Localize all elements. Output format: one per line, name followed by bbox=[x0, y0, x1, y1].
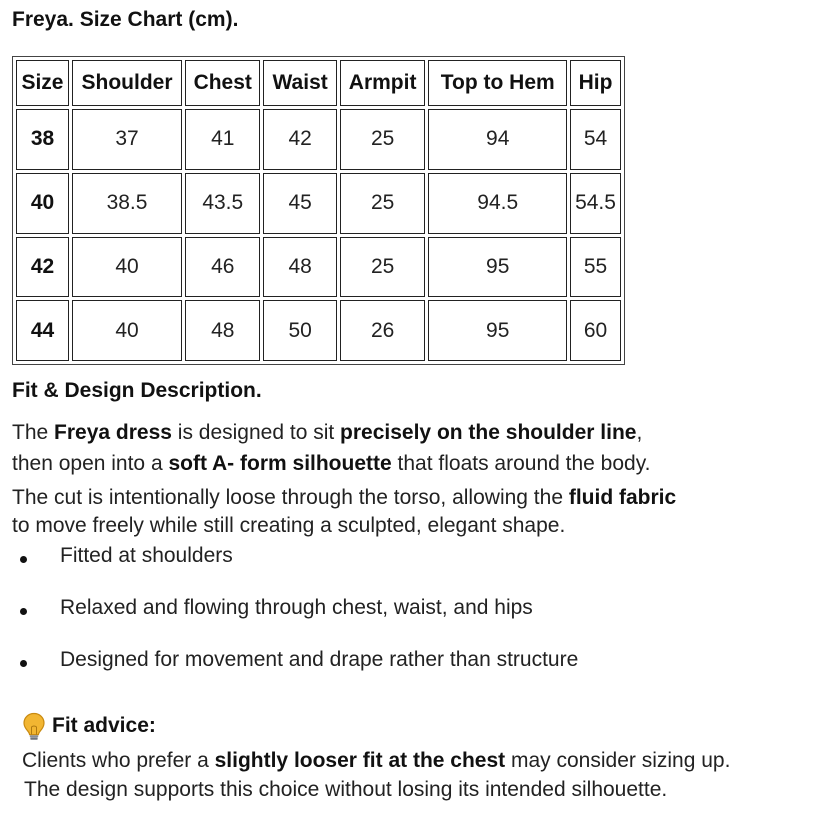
table-row bbox=[16, 237, 621, 298]
cell-shoulder: 40 bbox=[72, 300, 182, 361]
cell-waist: 45 bbox=[263, 173, 336, 234]
text-run: then open into a bbox=[12, 452, 169, 475]
text-run-bold: soft A- form silhouette bbox=[168, 452, 392, 475]
text-run: Clients who prefer a bbox=[22, 749, 215, 772]
text-run: may consider sizing up. bbox=[505, 749, 731, 772]
cell-size: 40 bbox=[16, 173, 69, 234]
cell-size: 38 bbox=[16, 109, 69, 170]
cell-waist: 42 bbox=[263, 109, 336, 170]
fit-design-heading: Fit & Design Description. bbox=[12, 379, 262, 402]
advice-line bbox=[22, 747, 730, 775]
header-chest: Chest bbox=[185, 60, 260, 106]
cell-waist: 48 bbox=[263, 237, 336, 298]
cell-shoulder: 37 bbox=[72, 109, 182, 170]
cell-waist: 50 bbox=[263, 300, 336, 361]
list-item-text: Fitted at shoulders bbox=[60, 544, 233, 567]
advice-line: The design supports this choice without losing its intended silhouette. bbox=[24, 778, 668, 801]
text-run-bold: precisely on the shoulder line bbox=[340, 421, 637, 444]
cell-chest: 43.5 bbox=[185, 173, 260, 234]
description-line: to move freely while still creating a sculpted, elegant shape. bbox=[12, 514, 566, 537]
cell-hip: 54 bbox=[570, 109, 621, 170]
page-title: Freya. Size Chart (cm). bbox=[12, 8, 239, 31]
cell-armpit: 25 bbox=[340, 109, 426, 170]
cell-top-to-hem: 95 bbox=[428, 300, 567, 361]
cell-shoulder: 40 bbox=[72, 237, 182, 298]
cell-hip: 60 bbox=[570, 300, 621, 361]
bullet-icon bbox=[20, 608, 27, 615]
text-run-bold: slightly looser fit at the chest bbox=[214, 749, 506, 772]
bullet-icon bbox=[20, 660, 27, 667]
cell-chest: 41 bbox=[185, 109, 260, 170]
text-run: The bbox=[12, 421, 55, 444]
header-size: Size bbox=[16, 60, 69, 106]
text-run-bold: fluid fabric bbox=[568, 486, 677, 509]
text-run: that floats around the body. bbox=[391, 452, 651, 475]
cell-armpit: 25 bbox=[340, 173, 426, 234]
cell-top-to-hem: 94.5 bbox=[428, 173, 567, 234]
cell-hip: 54.5 bbox=[570, 173, 621, 234]
table-row bbox=[16, 173, 621, 234]
cell-chest: 46 bbox=[185, 237, 260, 298]
text-run: , bbox=[636, 421, 643, 444]
cell-chest: 48 bbox=[185, 300, 260, 361]
cell-top-to-hem: 94 bbox=[428, 109, 567, 170]
bullet-icon bbox=[20, 556, 27, 563]
cell-armpit: 25 bbox=[340, 237, 426, 298]
cell-size: 44 bbox=[16, 300, 69, 361]
description-line bbox=[12, 419, 642, 447]
lightbulb-icon bbox=[22, 712, 46, 742]
table-header-row bbox=[16, 60, 621, 106]
size-chart-table bbox=[12, 56, 625, 365]
description-line bbox=[12, 484, 676, 512]
cell-top-to-hem: 95 bbox=[428, 237, 567, 298]
table-row bbox=[16, 109, 621, 170]
list-item-text: Relaxed and flowing through chest, waist, and hips bbox=[60, 596, 533, 619]
description-line bbox=[12, 450, 650, 478]
cell-size: 42 bbox=[16, 237, 69, 298]
text-run-bold: Freya dress bbox=[54, 421, 172, 444]
header-armpit: Armpit bbox=[340, 60, 426, 106]
header-shoulder: Shoulder bbox=[72, 60, 182, 106]
text-run: The cut is intentionally loose through the torso, allowing the bbox=[12, 486, 569, 509]
header-waist: Waist bbox=[263, 60, 336, 106]
list-item-text: Designed for movement and drape rather than structure bbox=[60, 648, 579, 671]
header-top-to-hem: Top to Hem bbox=[428, 60, 567, 106]
fit-advice-label: Fit advice: bbox=[52, 714, 156, 737]
cell-armpit: 26 bbox=[340, 300, 426, 361]
text-run: is designed to sit bbox=[171, 421, 341, 444]
header-hip: Hip bbox=[570, 60, 621, 106]
cell-shoulder: 38.5 bbox=[72, 173, 182, 234]
table-row bbox=[16, 300, 621, 361]
cell-hip: 55 bbox=[570, 237, 621, 298]
